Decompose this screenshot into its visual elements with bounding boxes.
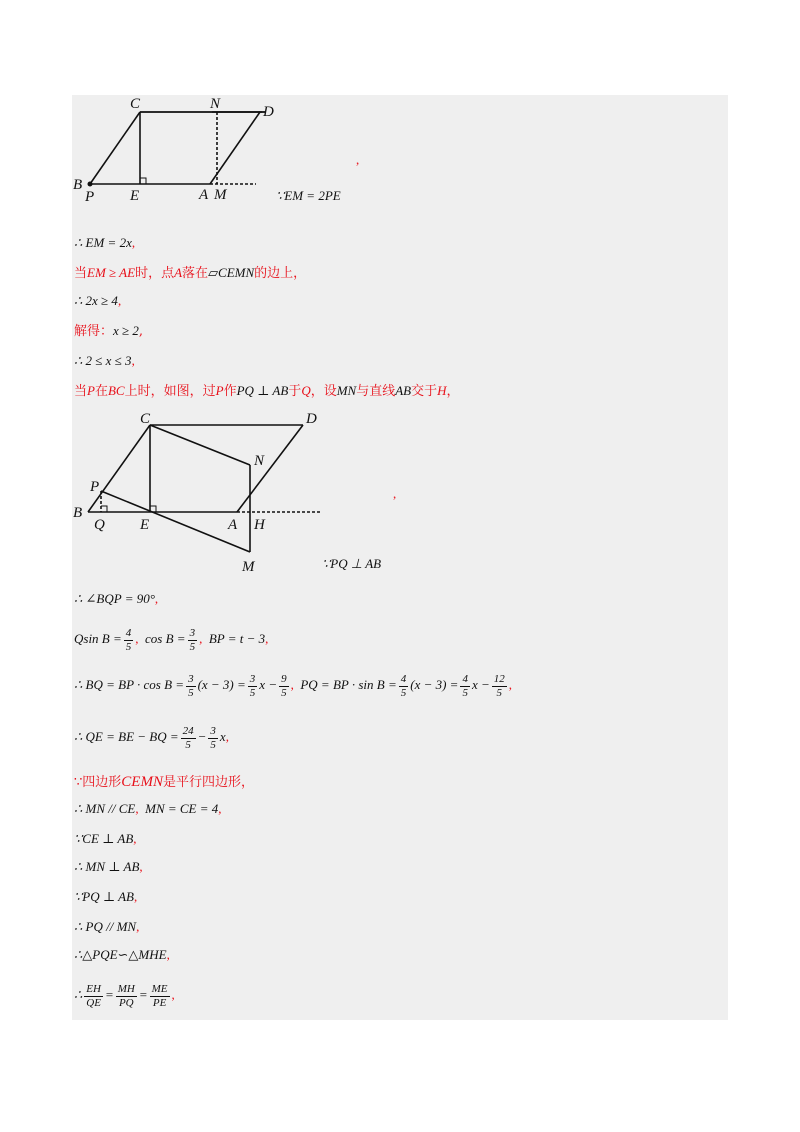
s10-text: ∴ PQ // MN bbox=[74, 919, 137, 934]
label2-E: E bbox=[140, 517, 150, 533]
l2-f: ▱CEMN bbox=[208, 265, 255, 280]
label2-C: C bbox=[140, 411, 151, 427]
l6-m: 与直线 bbox=[356, 384, 396, 399]
l6-g: 作 bbox=[223, 384, 237, 399]
l6-e: 上时，如图，过 bbox=[124, 384, 216, 399]
s5-c: 是平行四边形， bbox=[162, 775, 254, 790]
s2-c: BP = t − 3 bbox=[208, 631, 266, 646]
l2-b: EM ≥ AE bbox=[87, 265, 136, 280]
s12-frac3: $\frac{ME}{PE}$ bbox=[151, 982, 168, 1009]
s3-frac4: $\frac{4}{5}$ bbox=[400, 672, 407, 699]
l6-j: Q bbox=[301, 383, 311, 398]
line-case-p-on-bc bbox=[74, 382, 460, 401]
line-solve: 解得：x ≥ 2, bbox=[74, 323, 144, 339]
s4-a: ∴ QE = BE − BQ = bbox=[74, 729, 179, 744]
label2-B: B bbox=[73, 505, 83, 521]
line-2x-ge-4: ∴ 2x ≥ 4, bbox=[74, 293, 122, 308]
l3-text: ∴ 2x ≥ 4 bbox=[74, 293, 118, 308]
l6-k: ，设 bbox=[310, 384, 337, 399]
s8-text: ∴ MN ⊥ AB bbox=[74, 859, 140, 874]
line-mn-perp: ∴ MN ⊥ AB, bbox=[74, 859, 143, 874]
s4-c: x bbox=[219, 729, 226, 744]
s1-text: ∴ ∠BQP = 90° bbox=[74, 591, 155, 606]
l6-n: AB bbox=[395, 383, 412, 398]
figure2-caption: ∵PQ ⊥ AB bbox=[322, 556, 382, 571]
label2-D: D bbox=[306, 411, 317, 427]
s3-frac1: $\frac{3}{5}$ bbox=[188, 672, 194, 699]
l2-a: 当 bbox=[74, 266, 88, 281]
frac-sin: $\frac{4}{5}$ bbox=[125, 626, 132, 653]
s5-b: CEMN bbox=[121, 774, 163, 790]
s12-a: ∴ bbox=[74, 987, 83, 1002]
s4-frac1: $\frac{24}{5}$ bbox=[182, 724, 194, 751]
line-similar: ∴△PQE∽△MHE, bbox=[74, 947, 170, 962]
l6-f: P bbox=[215, 383, 224, 398]
figure-parallelogram-2 bbox=[72, 405, 402, 580]
s3-frac5: $\frac{4}{5}$ bbox=[462, 672, 468, 699]
l6-b: P bbox=[87, 383, 95, 398]
line-qe: ∴ QE = BE − BQ = $\frac{24}{5}$ − $\frac{3}{5}$ x, bbox=[74, 724, 229, 751]
s3-frac3: $\frac{9}{5}$ bbox=[281, 672, 287, 699]
l6-p: H bbox=[437, 383, 447, 398]
line-angle-bqp: ∴ ∠BQP = 90°, bbox=[74, 591, 159, 606]
label-N: N bbox=[210, 96, 221, 112]
l6-h: PQ ⊥ AB bbox=[236, 383, 289, 398]
s7-text: ∵CE ⊥ AB bbox=[74, 831, 134, 846]
figure1-comma: , bbox=[356, 152, 360, 167]
line-ce-perp: ∵CE ⊥ AB, bbox=[74, 831, 137, 846]
l2-d: A bbox=[174, 265, 183, 280]
label-C: C bbox=[130, 96, 141, 112]
l6-i: 于 bbox=[288, 384, 302, 399]
l6-o: 交于 bbox=[411, 384, 438, 399]
label2-H: H bbox=[254, 517, 265, 533]
label-A: A bbox=[199, 187, 209, 203]
figure2-comma: , bbox=[393, 486, 397, 501]
l4-b: x ≥ 2 bbox=[113, 323, 139, 338]
label2-N: N bbox=[254, 453, 265, 469]
line-ratio: ∴ $\frac{EH}{QE}$ = $\frac{MH}{PQ}$ = $\frac{ME}{PE}$ , bbox=[74, 982, 175, 1009]
s6-b: MN = CE = 4 bbox=[145, 801, 219, 816]
l6-a: 当 bbox=[74, 384, 88, 399]
line-range: ∴ 2 ≤ x ≤ 3, bbox=[74, 353, 135, 368]
s3-b: (x − 3) = bbox=[197, 677, 246, 692]
s6-a: ∴ MN // CE bbox=[74, 801, 136, 816]
label-P: P bbox=[85, 189, 95, 205]
line-em-2x: ∴ EM = 2x, bbox=[74, 235, 136, 250]
label-D: D bbox=[263, 104, 274, 120]
line-sin-cos: Qsin B = $\frac{4}{5}$ , cos B = $\frac{3}{5}$ , BP = t − 3, bbox=[74, 626, 269, 653]
label-E: E bbox=[130, 188, 140, 204]
line-condition bbox=[74, 264, 306, 283]
l6-l: MN bbox=[336, 383, 357, 398]
s4-frac2: $\frac{3}{5}$ bbox=[210, 724, 216, 751]
l2-e: 落在 bbox=[182, 266, 209, 281]
line-parallelogram bbox=[74, 773, 254, 792]
line-bq-pq: ∴ BQ = BP · cos B = $\frac{3}{5}$ (x − 3) = $\frac{3}{5}$ x − $\frac{9}{5}$ , PQ = BP · sin B = $\frac{4}{5}$ (x − 3) = $\frac{4}{5}$ x − $\frac{12}{5}$ , bbox=[74, 672, 513, 699]
s3-c: x − bbox=[259, 677, 278, 692]
frac-cos: $\frac{3}{5}$ bbox=[189, 626, 196, 653]
l4-a: 解得： bbox=[74, 324, 114, 339]
l2-c: 时，点 bbox=[135, 266, 175, 281]
line-pq-perp: ∵PQ ⊥ AB, bbox=[74, 889, 138, 904]
label2-P: P bbox=[90, 479, 100, 495]
figure1-caption: ∵EM = 2PE bbox=[276, 188, 341, 203]
s12-frac1: $\frac{EH}{QE}$ bbox=[86, 982, 101, 1009]
s3-frac6: $\frac{12}{5}$ bbox=[493, 672, 505, 699]
s2-b: cos B = bbox=[145, 631, 186, 646]
s12-frac2: $\frac{MH}{PQ}$ bbox=[117, 982, 135, 1009]
s11-text: ∴△PQE∽△MHE bbox=[74, 947, 167, 962]
l2-g: 的边上， bbox=[254, 266, 307, 281]
label2-M: M bbox=[242, 559, 255, 575]
line-mn-ce: ∴ MN // CE, MN = CE = 4, bbox=[74, 801, 222, 816]
label2-A: A bbox=[228, 517, 238, 533]
s2-a: Qsin B = bbox=[74, 631, 122, 646]
s3-d: PQ = BP · sin B = bbox=[300, 677, 397, 692]
s3-f: x − bbox=[471, 677, 490, 692]
label2-Q: Q bbox=[94, 517, 105, 533]
s3-frac2: $\frac{3}{5}$ bbox=[249, 672, 256, 699]
l1-text: ∴ EM = 2x bbox=[74, 235, 132, 250]
s5-a: ∵四边形 bbox=[74, 775, 122, 790]
line-pq-parallel: ∴ PQ // MN, bbox=[74, 919, 140, 934]
l5-text: ∴ 2 ≤ x ≤ 3 bbox=[74, 353, 132, 368]
l6-c: 在 bbox=[94, 384, 108, 399]
label-M: M bbox=[214, 187, 227, 203]
l6-q: ， bbox=[446, 384, 460, 399]
s4-b: − bbox=[197, 729, 207, 744]
s9-text: ∵PQ ⊥ AB bbox=[74, 889, 134, 904]
s3-a: ∴ BQ = BP · cos B = bbox=[74, 677, 185, 692]
label-B: B bbox=[73, 177, 83, 193]
s3-e: (x − 3) = bbox=[410, 677, 459, 692]
l6-d: BC bbox=[107, 383, 125, 398]
